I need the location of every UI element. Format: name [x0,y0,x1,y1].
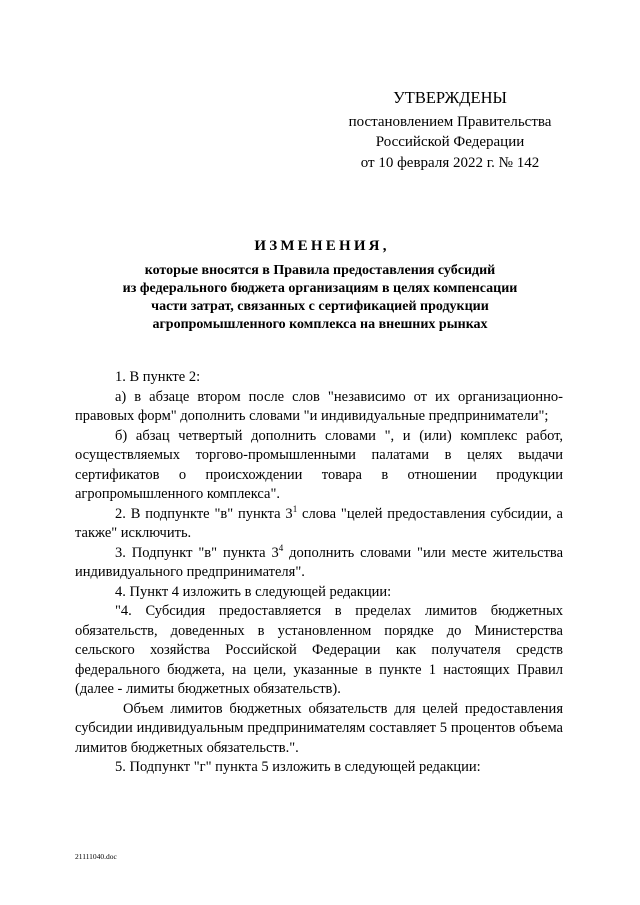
paragraph-5-start: 3. Подпункт "в" пункта 3 [115,544,279,561]
paragraph-5-superscript: 4 [278,542,284,553]
subtitle-line-4: агропромышленного комплекса на внешних рынках [152,317,488,332]
subtitle-line-2: из федерального бюджета организациям в целях компенсации [122,281,518,296]
paragraph-8: Объем лимитов бюджетных обязательств для целей предоставления субсидии индивидуальным предпринимателям составляет 5 процентов объема лимитов бюджетных обязательств.". [75,700,563,756]
paragraph-3: б) абзац четвертый дополнить словами ", и (или) комплекс работ, осуществляемых торгово-промышленными палатами в целях выдачи сертификатов о происхождении товара в отношении продукции агропромышленного комплекса". [75,427,563,502]
approval-line-2: Российской Федерации [375,134,525,150]
paragraph-4-end: слова "целей предоставления субсидии, а также" исключить. [75,505,563,541]
paragraph-6: 4. Пункт 4 изложить в следующей редакции: [115,583,392,600]
document-subtitle [80,262,560,334]
paragraph-2: а) в абзаце втором после слов "независимо от их организационно-правовых форм" дополнить словами "и индивидуальные предприниматели"; [75,388,563,424]
approval-line-1: постановлением Правительства [348,113,552,130]
document-body [75,368,563,778]
approval-block [330,88,570,173]
paragraph-9: 5. Подпункт "г" пункта 5 изложить в следующей редакции: [115,759,481,775]
paragraph-4-superscript: 1 [292,503,298,514]
approval-heading: УТВЕРЖДЕНЫ [393,88,507,107]
paragraph-4-start: 2. В подпункте "в" пункта 3 [115,505,293,522]
paragraph-4 [75,505,563,544]
subtitle-line-1: которые вносятся в Правила предоставления субсидий [144,263,496,278]
subtitle-line-3: части затрат, связанных с сертификацией продукции [151,299,489,314]
paragraph-5 [75,544,563,583]
file-name-footer: 21111040.doc [75,852,117,861]
approval-line-3: от 10 февраля 2022 г. № 142 [360,154,540,171]
document-title: ИЗМЕНЕНИЯ, [254,238,390,254]
paragraph-5-end: дополнить словами "или месте жительства индивидуального предпринимателя". [75,544,564,580]
paragraph-7: "4. Субсидия предоставляется в пределах лимитов бюджетных обязательств, доведенных в установленном порядке до Министерства сельского хозяйства Российской Федерации как получателя средств федерального бюджета, на цели, указанные в пункте 1 настоящих Правил (далее - лимиты бюджетных обязательств). [75,603,563,697]
paragraph-1: 1. В пункте 2: [115,369,201,385]
